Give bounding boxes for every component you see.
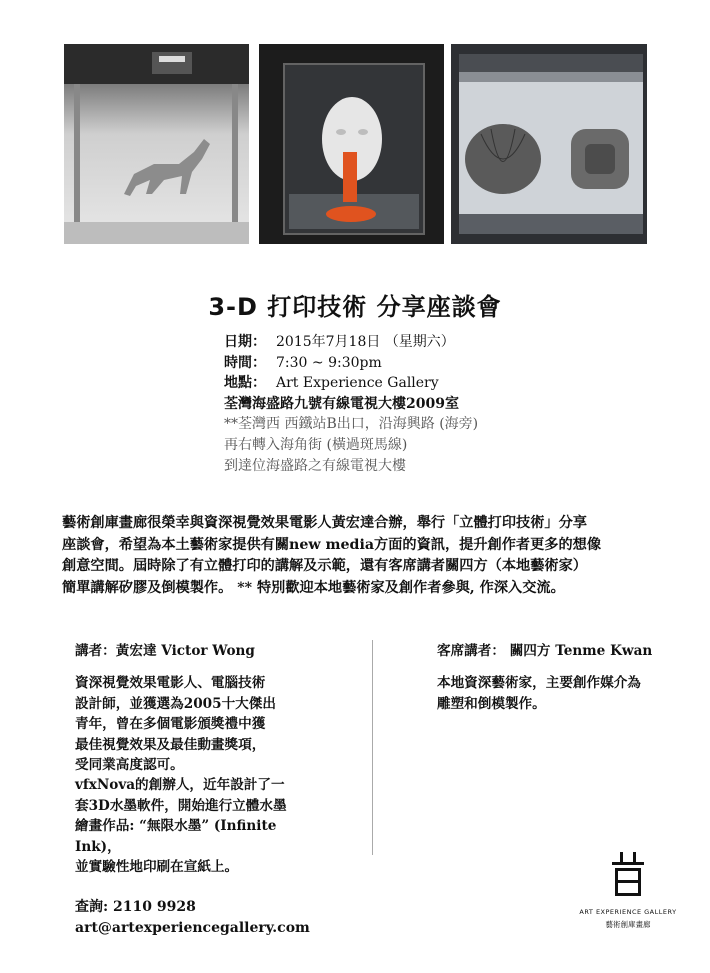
bio-line: 設計師，並獲選為2005十大傑出 [75, 695, 276, 712]
bio-line: 雕塑和倒模製作。 [437, 695, 546, 712]
date-value: 2015年7月18日 （星期六） [276, 334, 455, 350]
venue-value: Art Experience Gallery [276, 375, 439, 392]
directions-line-3: 到達位海盛路之有線電視大樓 [224, 457, 406, 474]
bio-line: 套3D水墨軟件，開始進行立體水墨 [75, 797, 287, 814]
bio-line: 並實驗性地印刷在宣紙上。 [75, 859, 239, 875]
gallery-logo [578, 852, 678, 930]
photo-3d-printed-face [259, 44, 444, 244]
photo-3d-modeling-screen [451, 44, 647, 244]
bio-line: vfxNova的創辦人，近年設計了一 [75, 777, 285, 793]
venue-address: 荃灣海盛路九號有線電視大樓2009室 [224, 395, 459, 412]
bio-line: 資深視覺效果電影人、電腦技術 [75, 675, 266, 691]
gallery-logo-zh: 藝術創庫畫廊 [605, 920, 651, 929]
bio-line: 本地資深藝術家，主要創作媒介為 [437, 675, 641, 691]
contact-info [75, 897, 310, 939]
contact-phone: 查詢: 2110 9928 [75, 899, 196, 915]
date-label: 日期： [224, 334, 266, 350]
contact-email[interactable]: art@artexperiencegallery.com [75, 920, 310, 936]
gallery-logo-en: ART EXPERIENCE GALLERY [579, 908, 677, 916]
gallery-logo-mark-icon [611, 852, 645, 900]
event-info [224, 332, 478, 476]
column-divider [372, 640, 373, 855]
bio-line: 最佳視覺效果及最佳動畫獎項， [75, 736, 266, 753]
directions-line-1: **荃灣西 西鐵站B出口，沿海興路 (海旁) [224, 416, 479, 433]
speaker-bio-1 [75, 673, 315, 776]
speaker-bio-2 [75, 775, 325, 878]
bio-line: 受同業高度認可。 [75, 757, 184, 773]
speaker-label: 講者：黃宏達 Victor Wong [75, 643, 255, 659]
intro-line: 藝術創庫畫廊很榮幸與資深視覺效果電影人黃宏達合辦，舉行「立體打印技術」分享 [62, 515, 587, 531]
time-label: 時間： [224, 354, 266, 371]
intro-line: 創意空間。屆時除了有立體打印的講解及示範，還有客席講者關四方（本地藝術家） [62, 558, 587, 574]
photo-3d-printer-horse [64, 44, 249, 244]
bio-line: 繪畫作品: “無限水墨” (Infinite Ink)， [75, 818, 277, 855]
event-title: 3-D 打印技術 分享座談會 [208, 293, 502, 321]
guest-speaker-label: 客席講者： 關四方 Tenme Kwan [437, 643, 653, 659]
venue-label: 地點： [224, 375, 266, 392]
guest-speaker-bio [437, 673, 677, 714]
directions-line-2: 再右轉入海角街 (橫過斑馬線) [224, 436, 408, 453]
time-value: 7:30 ~ 9:30pm [276, 354, 382, 371]
bio-line: 青年，曾在多個電影頒獎禮中獲 [75, 716, 266, 732]
intro-line: 座談會，希望為本土藝術家提供有關new media方面的資訊，提升創作者更多的想像 [62, 536, 602, 553]
intro-paragraph [62, 513, 662, 599]
intro-line: 簡單講解矽膠及倒模製作。 ** 特別歡迎本地藝術家及創作者參與, 作深入交流。 [62, 579, 565, 596]
